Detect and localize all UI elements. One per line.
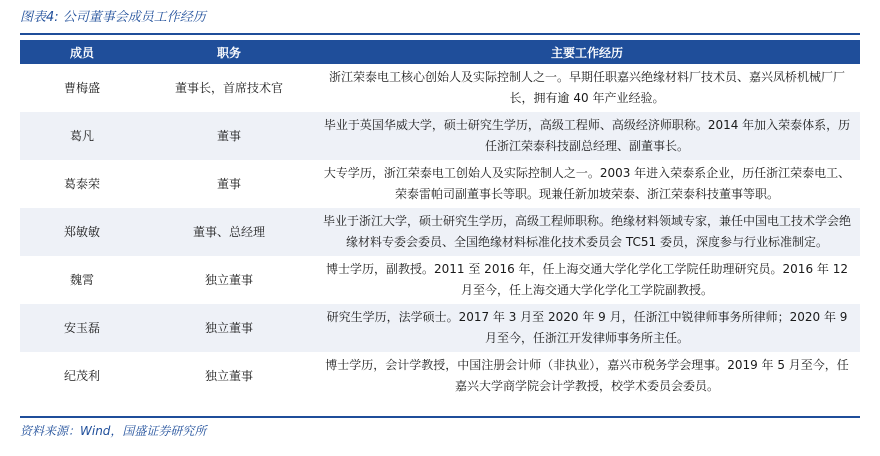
member-experience: 浙江荣泰电工核心创始人及实际控制人之一。早期任职嘉兴绝缘材料厂技术员、嘉兴凤桥机械厂厂长，拥有逾 40 年产业经验。 xyxy=(314,64,860,112)
member-experience: 研究生学历，法学硕士。2017 年 3 月至 2020 年 9 月，任浙江中锐律师事务所律师；2020 年 9 月至今，任浙江开发律师事务所主任。 xyxy=(314,304,860,352)
member-experience: 大专学历，浙江荣泰电工创始人及实际控制人之一。2003 年进入荣泰系企业，历任浙江荣泰电工、荣泰雷帕司副董事长等职。现兼任新加坡荣泰、浙江荣泰科技董事等职。 xyxy=(314,160,860,208)
member-experience: 毕业于浙江大学，硕士研究生学历，高级工程师职称。绝缘材料领域专家，兼任中国电工技术学会绝缘材料专委会委员、全国绝缘材料标准化技术委员会 TC51 委员，深度参与行业标准制定。 xyxy=(314,208,860,256)
table-row xyxy=(20,352,860,400)
member-experience: 博士学历，副教授。2011 至 2016 年，任上海交通大学化学化工学院任助理研究员。2016 年 12 月至今，任上海交通大学化学化工学院副教授。 xyxy=(314,256,860,304)
table-row xyxy=(20,160,860,208)
member-role: 独立董事 xyxy=(144,256,314,304)
board-members-table xyxy=(20,40,860,400)
member-role: 董事长，首席技术官 xyxy=(144,64,314,112)
member-experience: 毕业于英国华威大学，硕士研究生学历，高级工程师、高级经济师职称。2014 年加入荣泰体系，历任浙江荣泰科技副总经理、副董事长。 xyxy=(314,112,860,160)
header-role: 职务 xyxy=(144,40,314,64)
table-row xyxy=(20,304,860,352)
member-name: 郑敏敏 xyxy=(20,208,144,256)
member-role: 董事 xyxy=(144,112,314,160)
member-role: 董事 xyxy=(144,160,314,208)
top-divider xyxy=(20,33,860,35)
member-role: 董事、总经理 xyxy=(144,208,314,256)
bottom-divider xyxy=(20,416,860,418)
table-row xyxy=(20,64,860,112)
member-name: 曹梅盛 xyxy=(20,64,144,112)
member-role: 独立董事 xyxy=(144,304,314,352)
member-name: 葛凡 xyxy=(20,112,144,160)
table-header-row xyxy=(20,40,860,64)
header-experience: 主要工作经历 xyxy=(314,40,860,64)
member-name: 魏霄 xyxy=(20,256,144,304)
figure-caption: 图表4: 公司董事会成员工作经历 xyxy=(20,10,206,25)
source-note: 资料来源：Wind，国盛证券研究所 xyxy=(20,424,207,438)
header-member: 成员 xyxy=(20,40,144,64)
table-row xyxy=(20,256,860,304)
member-name: 葛泰荣 xyxy=(20,160,144,208)
member-name: 安玉磊 xyxy=(20,304,144,352)
member-experience: 博士学历，会计学教授，中国注册会计师（非执业），嘉兴市税务学会理事。2019 年 5 月至今，任嘉兴大学商学院会计学教授，校学术委员会委员。 xyxy=(314,352,860,400)
member-role: 独立董事 xyxy=(144,352,314,400)
table-row xyxy=(20,208,860,256)
table-row xyxy=(20,112,860,160)
member-name: 纪茂利 xyxy=(20,352,144,400)
